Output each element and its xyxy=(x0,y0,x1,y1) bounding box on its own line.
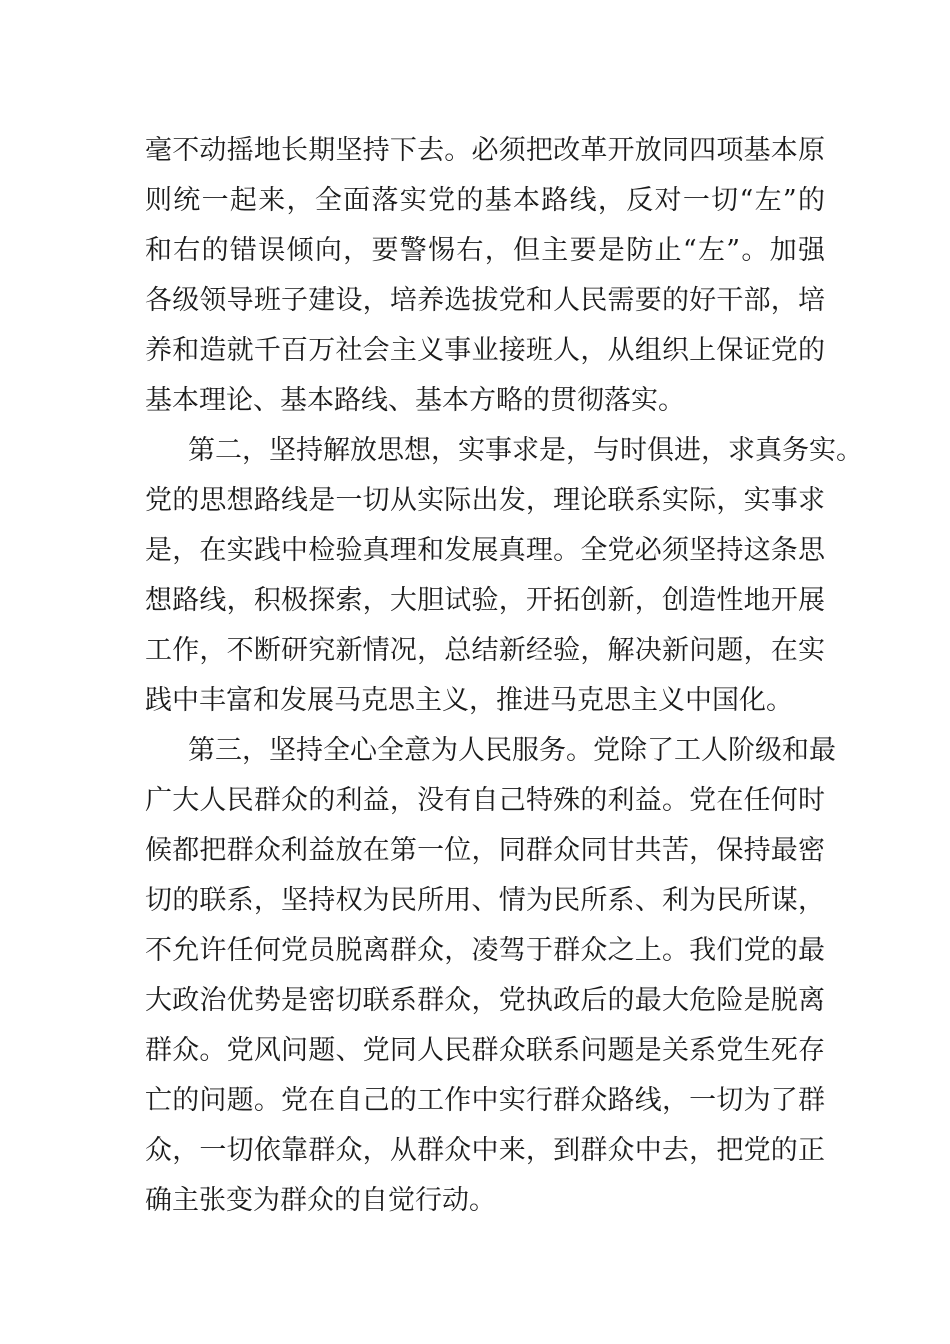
text-line: 不允许任何党员脱离群众，凌驾于群众之上。我们党的最 xyxy=(145,935,825,966)
text-line: 是，在实践中检验真理和发展真理。全党必须坚持这条思 xyxy=(145,535,825,566)
text-line: 毫不动摇地长期坚持下去。必须把改革开放同四项基本原 xyxy=(145,135,825,166)
text-line: 养和造就千百万社会主义事业接班人，从组织上保证党的 xyxy=(145,335,825,366)
text-line: 践中丰富和发展马克思主义，推进马克思主义中国化。 xyxy=(145,685,793,716)
text-line: 基本理论、基本路线、基本方略的贯彻落实。 xyxy=(145,385,685,416)
text-line: 群众。党风问题、党同人民群众联系问题是关系党生死存 xyxy=(145,1035,825,1066)
text-line: 第二，坚持解放思想，实事求是，与时俱进，求真务实。 xyxy=(188,435,863,466)
text-line: 广大人民群众的利益，没有自己特殊的利益。党在任何时 xyxy=(145,785,825,816)
text-line: 工作，不断研究新情况，总结新经验，解决新问题，在实 xyxy=(145,635,825,666)
text-line: 确主张变为群众的自觉行动。 xyxy=(145,1185,496,1216)
text-line: 和右的错误倾向，要警惕右，但主要是防止“左”。加强 xyxy=(145,235,825,266)
text-line: 切的联系，坚持权为民所用、情为民所系、利为民所谋， xyxy=(145,885,825,916)
text-line: 亡的问题。党在自己的工作中实行群众路线，一切为了群 xyxy=(145,1085,825,1116)
text-line: 各级领导班子建设，培养选拔党和人民需要的好干部，培 xyxy=(145,285,825,316)
text-line: 候都把群众利益放在第一位，同群众同甘共苦，保持最密 xyxy=(145,835,825,866)
text-line: 党的思想路线是一切从实际出发，理论联系实际，实事求 xyxy=(145,485,825,516)
text-line: 则统一起来，全面落实党的基本路线，反对一切“左”的 xyxy=(145,185,825,216)
text-line: 众，一切依靠群众，从群众中来，到群众中去，把党的正 xyxy=(145,1135,825,1166)
document-body xyxy=(145,126,863,1226)
text-line: 第三，坚持全心全意为人民服务。党除了工人阶级和最 xyxy=(188,735,836,766)
text-line: 大政治优势是密切联系群众，党执政后的最大危险是脱离 xyxy=(145,985,825,1016)
text-line: 想路线，积极探索，大胆试验，开拓创新，创造性地开展 xyxy=(145,585,825,616)
